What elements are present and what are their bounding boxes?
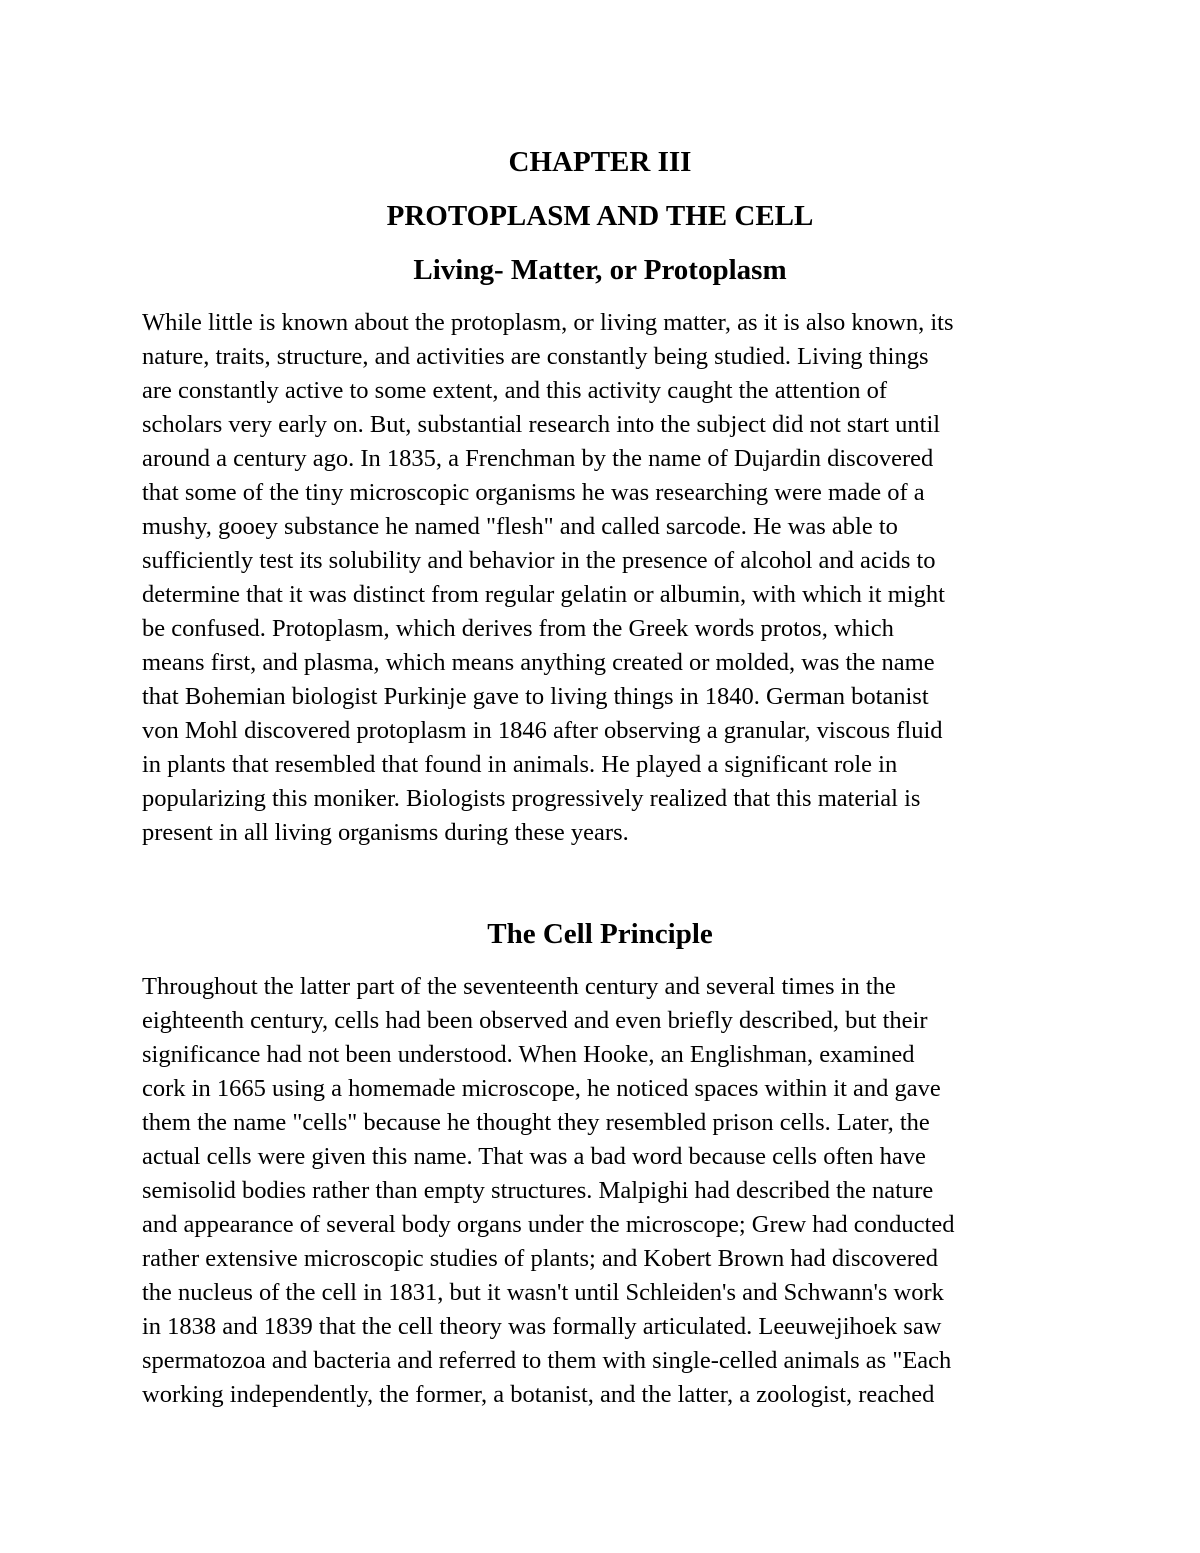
text-line: mushy, gooey substance he named "flesh" and called sarcode. He was able to [142, 513, 898, 540]
text-line: present in all living organisms during these years. [142, 819, 629, 846]
section-body-protoplasm [142, 306, 1062, 850]
text-line: semisolid bodies rather than empty structures. Malpighi had described the nature [142, 1177, 934, 1204]
section-title: Living- Matter, or Protoplasm [413, 254, 787, 286]
text-line: nature, traits, structure, and activities are constantly being studied. Living things [142, 343, 929, 370]
text-line: and appearance of several body organs under the microscope; Grew had conducted [142, 1211, 955, 1238]
chapter-title: PROTOPLASM AND THE CELL [386, 200, 814, 232]
text-line: that some of the tiny microscopic organisms he was researching were made of a [142, 479, 925, 506]
text-line: means first, and plasma, which means anything created or molded, was the name [142, 649, 935, 676]
text-line: are constantly active to some extent, and this activity caught the attention of [142, 377, 887, 404]
text-line: While little is known about the protoplasm, or living matter, as it is also known, its [142, 309, 954, 336]
text-line: eighteenth century, cells had been observed and even briefly described, but their [142, 1007, 928, 1034]
text-line: cork in 1665 using a homemade microscope, he noticed spaces within it and gave [142, 1075, 941, 1102]
text-line: be confused. Protoplasm, which derives from the Greek words protos, which [142, 615, 894, 642]
text-line: around a century ago. In 1835, a Frenchman by the name of Dujardin discovered [142, 445, 934, 472]
section-body-cell-principle [142, 970, 1062, 1412]
section-title: The Cell Principle [487, 918, 713, 950]
text-line: working independently, the former, a botanist, and the latter, a zoologist, reached [142, 1381, 935, 1408]
text-line: determine that it was distinct from regular gelatin or albumin, with which it might [142, 581, 945, 608]
text-line: sufficiently test its solubility and behavior in the presence of alcohol and acids to [142, 547, 936, 574]
text-line: spermatozoa and bacteria and referred to them with single-celled animals as "Each [142, 1347, 952, 1374]
text-line: scholars very early on. But, substantial research into the subject did not start until [142, 411, 941, 438]
text-line: them the name "cells" because he thought they resembled prison cells. Later, the [142, 1109, 930, 1136]
text-line: in 1838 and 1839 that the cell theory was formally articulated. Leeuwejihoek saw [142, 1313, 942, 1340]
text-line: popularizing this moniker. Biologists progressively realized that this material is [142, 785, 921, 812]
text-line: in plants that resembled that found in animals. He played a significant role in [142, 751, 898, 778]
text-line: rather extensive microscopic studies of plants; and Kobert Brown had discovered [142, 1245, 939, 1272]
text-line: the nucleus of the cell in 1831, but it wasn't until Schleiden's and Schwann's work [142, 1279, 944, 1306]
text-line: significance had not been understood. When Hooke, an Englishman, examined [142, 1041, 915, 1068]
text-line: Throughout the latter part of the seventeenth century and several times in the [142, 973, 896, 1000]
chapter-heading: CHAPTER III [508, 146, 692, 178]
text-line: actual cells were given this name. That was a bad word because cells often have [142, 1143, 926, 1170]
text-line: that Bohemian biologist Purkinje gave to living things in 1840. German botanist [142, 683, 929, 710]
text-line: von Mohl discovered protoplasm in 1846 after observing a granular, viscous fluid [142, 717, 943, 744]
